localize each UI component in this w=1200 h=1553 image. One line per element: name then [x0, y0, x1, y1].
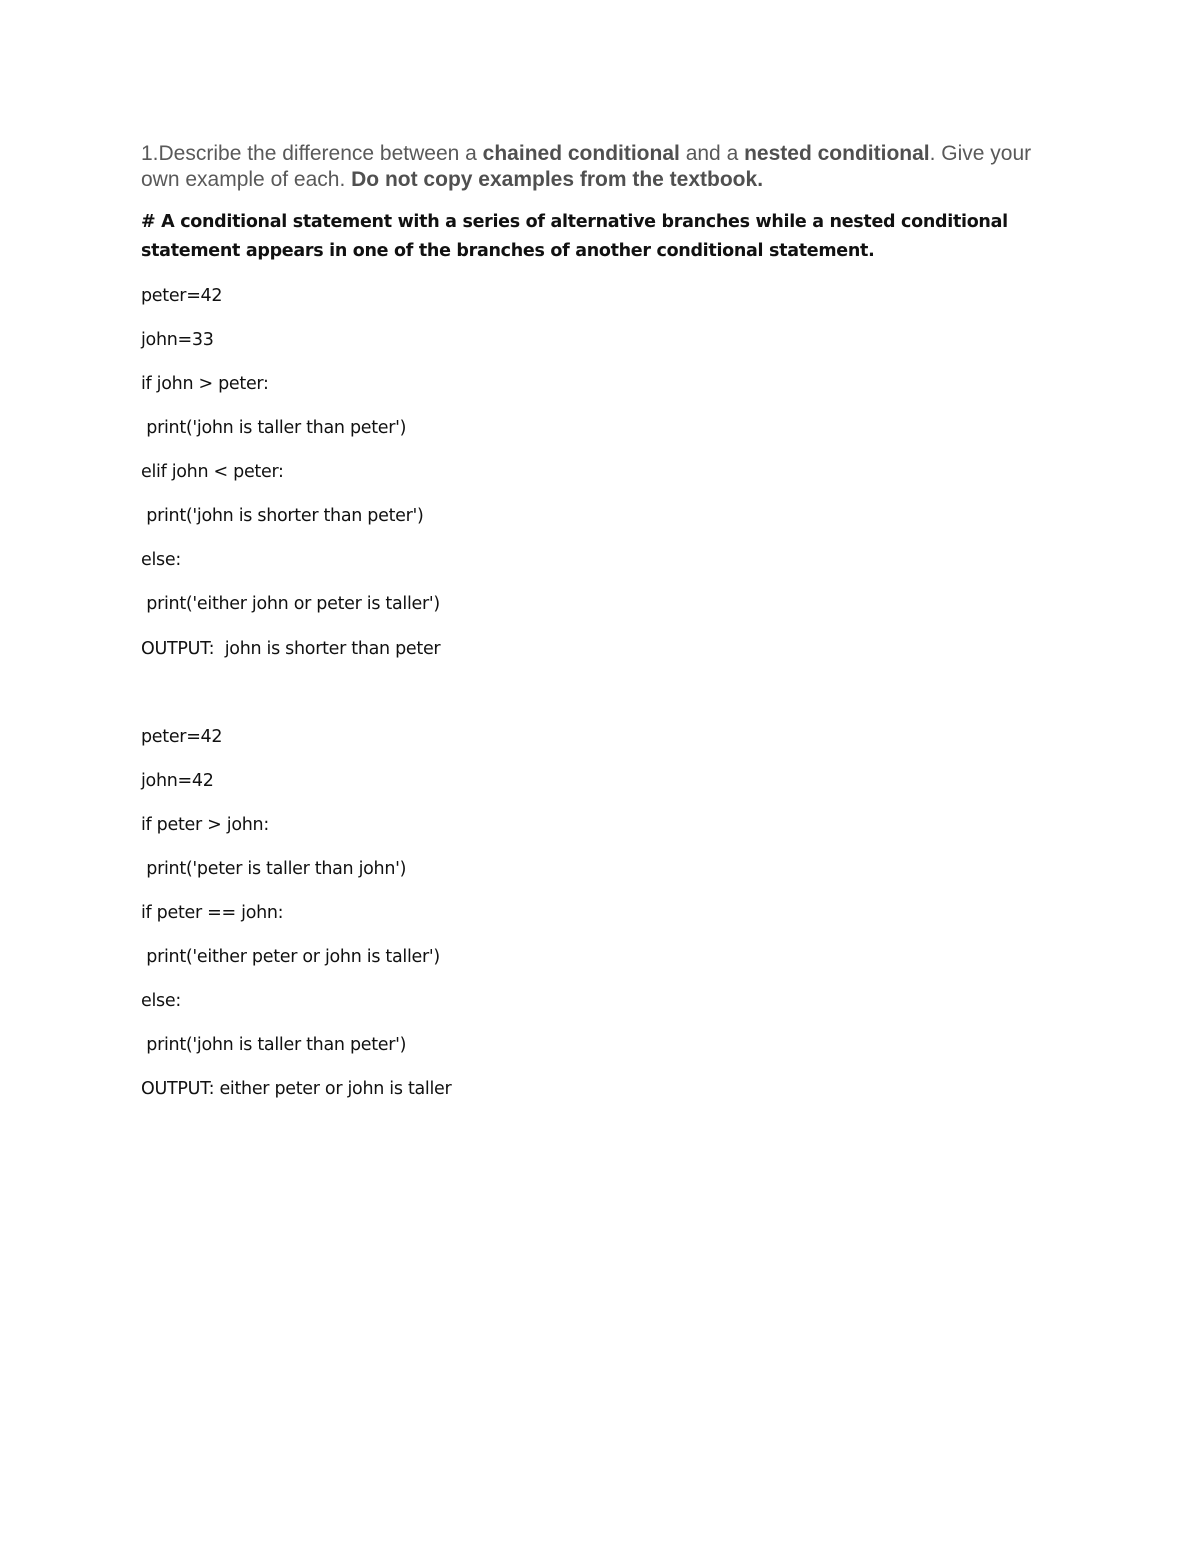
term-nested-conditional: nested conditional	[744, 142, 930, 165]
code-line: if john > peter:	[141, 374, 269, 394]
code-line: print('peter is taller than john')	[141, 859, 407, 879]
code-line: print('john is shorter than peter')	[141, 506, 424, 526]
code-line: else:	[141, 991, 181, 1011]
code-line: elif john < peter:	[141, 462, 284, 482]
code-line: print('either john or peter is taller')	[141, 594, 440, 614]
code-line: print('either peter or john is taller')	[141, 947, 440, 967]
code-line: if peter > john:	[141, 815, 269, 835]
code-line: john=33	[141, 330, 214, 350]
answer-text: # A conditional statement with a series of alternative branches while a nested conditional statement appears in one of the branches of another conditional statement.	[141, 212, 1008, 261]
question-instruction: Do not copy examples from the textbook.	[351, 168, 764, 191]
code-line: print('john is taller than peter')	[141, 1035, 407, 1055]
code-line: if peter == john:	[141, 903, 284, 923]
question-mid: and a	[679, 142, 745, 165]
output-line: OUTPUT: john is shorter than peter	[141, 639, 441, 659]
code-line: else:	[141, 550, 181, 570]
code-line: print('john is taller than peter')	[141, 418, 407, 438]
code-line: peter=42	[141, 286, 223, 306]
output-line: OUTPUT: either peter or john is taller	[141, 1079, 452, 1099]
code-line: john=42	[141, 771, 214, 791]
question-text	[141, 141, 1071, 193]
question-suffix: . Give your own example of each.	[141, 142, 1032, 191]
term-chained-conditional: chained conditional	[482, 142, 680, 165]
code-line: peter=42	[141, 727, 223, 747]
question-prefix: 1.Describe the difference between a	[141, 142, 483, 165]
